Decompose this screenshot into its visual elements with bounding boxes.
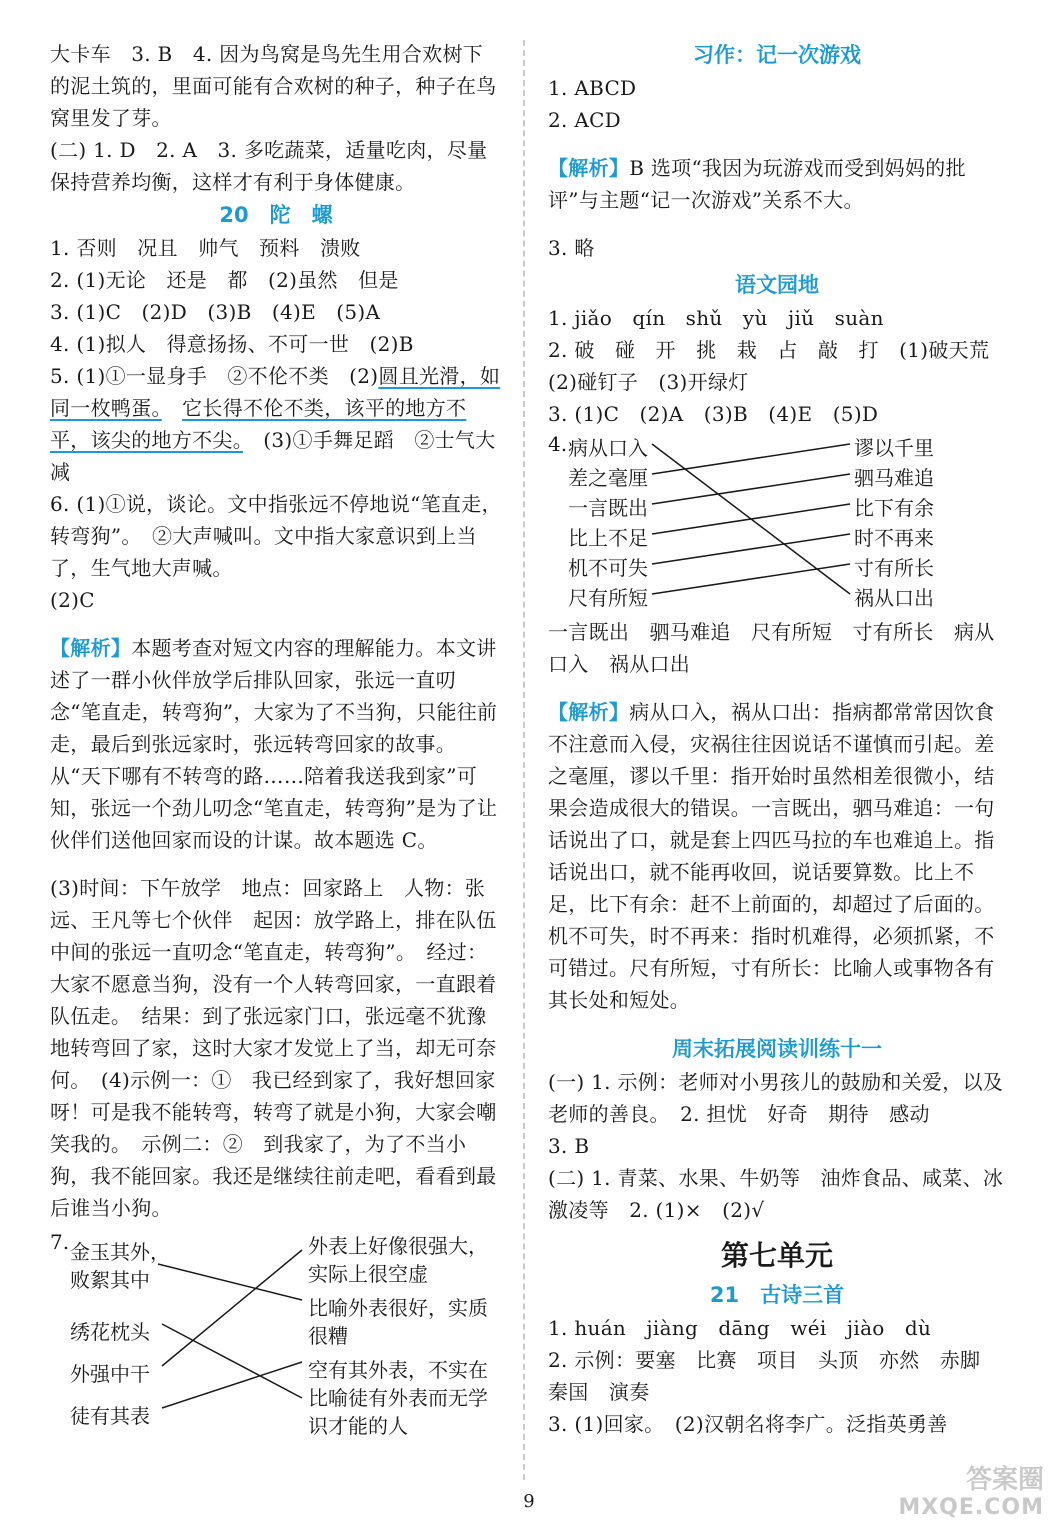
match-line bbox=[162, 1250, 302, 1366]
watermark bbox=[898, 1466, 1044, 1522]
match-right-item: 寸有所长 bbox=[854, 556, 934, 580]
item-number: 4. bbox=[548, 432, 568, 456]
pinyin-line: 1. huán jiàng dāng wéi jiào dù bbox=[548, 1316, 932, 1340]
section-heading: 周末拓展阅读训练十一 bbox=[672, 1037, 882, 1061]
matching-lines bbox=[548, 430, 1006, 610]
match-line bbox=[652, 534, 850, 564]
match-line bbox=[652, 444, 850, 474]
match-left-item: 一言既出 bbox=[568, 496, 648, 520]
match-right-item: 很糟 bbox=[308, 1324, 348, 1348]
column-divider bbox=[523, 40, 525, 1480]
match-right-item: 祸从口出 bbox=[854, 586, 934, 610]
answer-paragraph: (二) 1. 青菜、水果、牛奶等 油炸食品、咸菜、冰激凌等 2. (1)× (2)√ bbox=[548, 1166, 1004, 1222]
match-line bbox=[162, 1362, 302, 1408]
answer-line: 3. (1)回家。 (2)汉朝名将李广。泛指英勇善 bbox=[548, 1412, 948, 1436]
analysis-paragraph bbox=[548, 696, 1006, 1016]
match-line bbox=[652, 474, 850, 504]
match-right-item: 比喻徒有外表而无学 bbox=[308, 1386, 488, 1410]
analysis-tag: 【解析】 bbox=[548, 156, 630, 180]
answer-line bbox=[50, 360, 502, 488]
answer-text: 5. (1)①一显身手 ②不伦不类 (2) bbox=[50, 364, 379, 388]
analysis-paragraph bbox=[548, 152, 1006, 216]
watermark-url: MXQE.COM bbox=[898, 1495, 1044, 1520]
answer-paragraph: (3)时间：下午放学 地点：回家路上 人物：张远、王凡等七个伙伴 起因：放学路上，排在队伍中间的张远一直叨念“笔直走，转弯狗”。 经过：大家不愿意当狗，没有一个人转弯回家，一直跟着队伍走。 结果：到了张远家门口，张远毫不犹豫地转弯回了家，这时大家才发觉上了当，却无可奈何。 (4)示例一：① 我已经到家了，我好想回家呀！可是我不能转弯，转弯了就是小狗，大家会嘲笑我的。 示例二：② 到我家了，为了不当小狗，我不能回家。我还是继续往前走吧，看看到最后谁当小狗。 bbox=[50, 876, 497, 1220]
matching-lines bbox=[50, 1230, 502, 1430]
match-right-item: 实际上很空虚 bbox=[308, 1262, 428, 1286]
idiom-matching-7 bbox=[50, 1230, 502, 1438]
left-column bbox=[50, 38, 502, 1438]
match-line bbox=[652, 564, 850, 594]
answer-paragraph: 2. 破 碰 开 挑 栽 占 敲 打 (1)破天荒 (2)碰钉子 (3)开绿灯 bbox=[548, 338, 1010, 394]
answer-text: (3)①手舞足蹈 ②士气大减 bbox=[50, 428, 496, 484]
match-line bbox=[652, 504, 850, 534]
section-heading: 语文园地 bbox=[735, 273, 819, 297]
match-right-item: 外表上好像很强大， bbox=[308, 1234, 488, 1258]
match-left-item: 比上不足 bbox=[568, 526, 648, 550]
answer-line: 2. ACD bbox=[548, 108, 622, 132]
answer-paragraph: (一) 1. 示例：老师对小男孩儿的鼓励和关爱，以及老师的善良。 2. 担忧 好奇 期待 感动 bbox=[548, 1070, 1004, 1126]
spacer bbox=[162, 396, 182, 420]
answer-paragraph: (二) 1. D 2. A 3. 多吃蔬菜，适量吃肉，尽量保持营养均衡，这样才有利于身体健康。 bbox=[50, 138, 488, 194]
page-number: 9 bbox=[523, 1491, 535, 1512]
section-heading: 21 古诗三首 bbox=[709, 1283, 845, 1307]
answer-line: (2)C bbox=[50, 588, 95, 612]
right-column bbox=[548, 38, 1010, 1440]
match-left-item: 尺有所短 bbox=[568, 586, 648, 610]
match-left-item: 败絮其中 bbox=[70, 1268, 150, 1292]
unit-heading: 第七单元 bbox=[720, 1239, 833, 1272]
answer-paragraph: 一言既出 驷马难追 尺有所短 寸有所长 病从口入 祸从口出 bbox=[548, 620, 995, 676]
watermark-logo-text: 答案圈 bbox=[965, 1465, 1044, 1495]
answer-paragraph: 2. 示例：要塞 比赛 项目 头顶 亦然 赤脚 秦国 演奏 bbox=[548, 1348, 1001, 1404]
underlined-text: 圆且光滑，如同一枚鸭蛋。 bbox=[50, 364, 501, 420]
section-heading: 20 陀 螺 bbox=[219, 203, 333, 227]
match-right-item: 空有其外表，不实在 bbox=[308, 1358, 488, 1382]
match-left-item: 机不可失 bbox=[568, 556, 648, 580]
match-left-item: 金玉其外， bbox=[70, 1240, 170, 1264]
match-line bbox=[158, 1264, 302, 1300]
analysis-tag: 【解析】 bbox=[548, 700, 630, 724]
match-left-item: 外强中干 bbox=[70, 1362, 150, 1386]
analysis-text: 本题考查对短文内容的理解能力。本文讲述了一群小伙伴放学后排队回家，张远一直叨念“笔直走，转弯狗”，大家为了不当狗，只能往前走，最后到张远家时，张远转弯回家的故事。从“天下哪有不转弯的路……陪着我送我到家”可知，张远一个劲儿叨念“笔直走，转弯狗”是为了让伙伴们送他回家而设的计谋。故本题选 C。 bbox=[50, 636, 498, 852]
match-right-item: 谬以千里 bbox=[854, 436, 934, 460]
match-right-item: 驷马难追 bbox=[854, 466, 934, 490]
underlined-text: 它长得不伦不类，该平的地方不平，该尖的地方不尖。 bbox=[50, 396, 467, 452]
match-right-item: 比下有余 bbox=[854, 496, 934, 520]
answer-paragraph: 6. (1)①说，谈论。文中指张远不停地说“笔直走，转弯狗”。 ②大声喊叫。文中指大家意识到上当了，生气地大声喊。 bbox=[50, 492, 502, 580]
answer-paragraph: 大卡车 3. B 4. 因为鸟窝是鸟先生用合欢树下的泥土筑的，里面可能有合欢树的种子，种子在鸟窝里发了芽。 bbox=[50, 42, 497, 130]
answer-line: 3. 略 bbox=[548, 236, 595, 260]
match-left-item: 徒有其表 bbox=[70, 1404, 150, 1428]
answer-line: 1. 否则 况且 帅气 预料 溃败 bbox=[50, 236, 361, 260]
match-left-item: 病从口入 bbox=[568, 436, 648, 460]
analysis-tag: 【解析】 bbox=[50, 636, 132, 660]
pinyin-line: 1. jiǎo qín shǔ yù jiǔ suàn bbox=[548, 306, 884, 330]
answer-line: 3. (1)C (2)A (3)B (4)E (5)D bbox=[548, 402, 879, 426]
analysis-paragraph bbox=[50, 632, 502, 856]
answer-line: 4. (1)拟人 得意扬扬、不可一世 (2)B bbox=[50, 332, 414, 356]
match-right-item: 识才能的人 bbox=[308, 1414, 408, 1438]
match-left-item: 绣花枕头 bbox=[70, 1320, 150, 1344]
answer-line: 2. (1)无论 还是 都 (2)虽然 但是 bbox=[50, 268, 399, 292]
answer-line: 1. ABCD bbox=[548, 76, 637, 100]
match-left-item: 差之毫厘 bbox=[568, 466, 648, 490]
analysis-text: B 选项“我因为玩游戏而受到妈妈的批评”与主题“记一次游戏”关系不大。 bbox=[548, 156, 966, 212]
match-line bbox=[162, 1324, 302, 1398]
answer-line: 3. (1)C (2)D (3)B (4)E (5)A bbox=[50, 300, 381, 324]
answer-line: 3. B bbox=[548, 1134, 590, 1158]
match-right-item: 比喻外表很好，实质 bbox=[308, 1296, 488, 1320]
match-right-item: 时不再来 bbox=[854, 526, 934, 550]
section-heading: 习作：记一次游戏 bbox=[693, 43, 861, 67]
analysis-text: 病从口入，祸从口出：指病都常常因饮食不注意而入侵，灾祸往往因说话不谨慎而引起。差之毫厘，谬以千里：指开始时虽然相差很微小，结果会造成很大的错误。一言既出，驷马难追：一句话说出了口，就是套上四匹马拉的车也难追上。指话说出口，就不能再收回，说话要算数。比上不足，比下有余：赶不上前面的，却超过了后面的。机不可失，时不再来：指时机难得，必须抓紧，不可错过。尺有所短，寸有所长：比喻人或事物各有其长处和短处。 bbox=[548, 700, 995, 1012]
item-number: 7. bbox=[50, 1230, 70, 1254]
idiom-matching-4 bbox=[548, 430, 1006, 610]
